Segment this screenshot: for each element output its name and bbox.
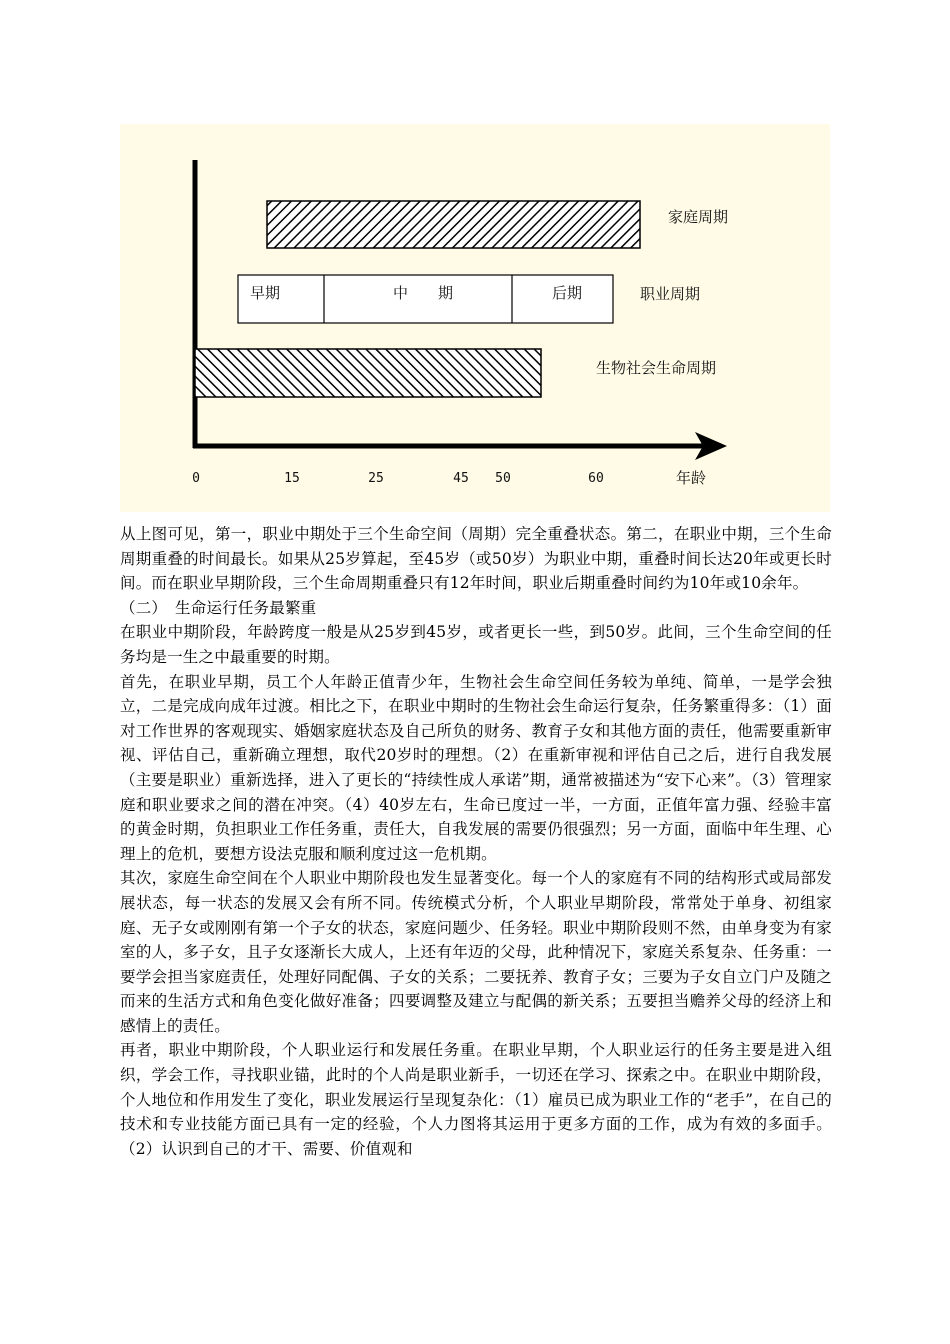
paragraph: 首先，在职业早期，员工个人年龄正值青少年，生物社会生命空间任务较为单纯、简单，一是学会独立，二是完成向成年过渡。相比之下，在职业中期时的生物社会生命运行复杂，任务繁重得多：（1）面对工作世界的客观现实、婚姻家庭状态及自己所负的财务、教育子女和其他方面的责任，他需要重新审视、评估自己，重新确立理想，取代20岁时的理想。（2）在重新审视和评估自己之后，进行自我发展（主要是职业）重新选择，进入了更长的“持续性成人承诺”期，通常被描述为“安下心来”。（3）管理家庭和职业要求之间的潜在冲突。（4）40岁左右，生命已度过一半，一方面，正值年富力强、经验丰富的黄金时期，负担职业工作任务重，责任大，自我发展的需要仍很强烈；另一方面，面临中年生理、心理上的危机，要想方设法克服和顺利度过这一危机期。: [120, 672, 832, 863]
tick-label: 15: [284, 471, 300, 486]
stage-early-label: 早期: [250, 284, 281, 302]
life-cycle-diagram: [120, 124, 830, 512]
paragraph: 其次，家庭生命空间在个人职业中期阶段也发生显著变化。每一个人的家庭有不同的结构形式或局部发展状态，每一状态的发展又会有所不同。传统模式分析，个人职业早期阶段，常常处于单身、初组家庭、无子女或刚刚有第一个子女的状态，家庭问题少、任务轻。职业中期阶段则不然，由单身变为有家室的人，多子女，且子女逐渐长大成人，上还有年迈的父母，此种情况下，家庭关系复杂、任务重：一要学会担当家庭责任，处理好同配偶、子女的关系；二要抚养、教育子女；三要为子女自立门户及随之而来的生活方式和角色变化做好准备；四要调整及建立与配偶的新关系；五要担当赡养父母的经济上和感情上的责任。: [120, 869, 832, 1035]
career-cycle-label: 职业周期: [640, 285, 701, 303]
stage-middle-label: 中 期: [393, 284, 454, 302]
tick-label: 50: [495, 471, 511, 486]
stage-late-label: 后期: [552, 284, 583, 302]
section-heading: （二） 生命运行任务最繁重: [120, 598, 317, 617]
tick-label: 60: [588, 471, 604, 486]
family-cycle-bar: [267, 201, 640, 248]
paragraph: 从上图可见，第一，职业中期处于三个生命空间（周期）完全重叠状态。第二，在职业中期，三个生命周期重叠的时间最长。如果从25岁算起，至45岁（或50岁）为职业中期，重叠时间长达20年或更长时间。而在职业早期阶段，三个生命周期重叠只有12年时间，职业后期重叠时间约为10年或10余年。: [120, 525, 832, 593]
tick-label: 25: [368, 471, 384, 486]
tick-label: 0: [192, 471, 200, 486]
body-text: [120, 522, 832, 1161]
tick-label: 45: [453, 471, 469, 486]
life-cycle-figure: [120, 124, 830, 512]
bio-social-cycle-bar: [195, 349, 541, 397]
paragraph: 在职业中期阶段，年龄跨度一般是从25岁到45岁，或者更长一些，到50岁。此间，三个生命空间的任务均是一生之中最重要的时期。: [120, 623, 832, 666]
x-axis-label: 年龄: [676, 469, 707, 487]
bio-social-cycle-label: 生物社会生命周期: [596, 359, 717, 377]
family-cycle-label: 家庭周期: [668, 208, 729, 226]
paragraph: 再者，职业中期阶段，个人职业运行和发展任务重。在职业早期，个人职业运行的任务主要是进入组织，学会工作，寻找职业锚，此时的个人尚是职业新手，一切还在学习、探索之中。在职业中期阶段，个人地位和作用发生了变化，职业发展运行呈现复杂化：（1）雇员已成为职业工作的“老手”，在自己的技术和专业技能方面已具有一定的经验，个人力图将其运用于更多方面的工作，成为有效的多面手。（2）认识到自己的才干、需要、价值观和: [120, 1041, 832, 1158]
